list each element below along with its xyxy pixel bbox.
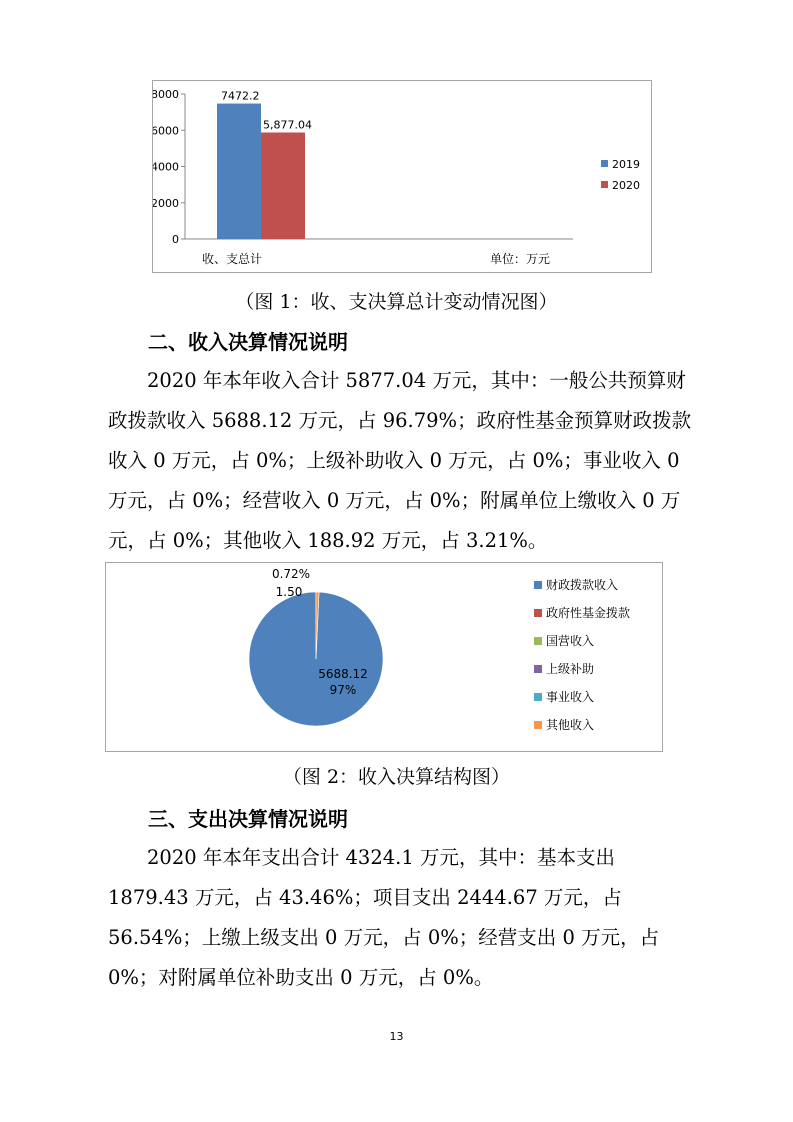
pie-data-label: 1.50 [275, 585, 303, 599]
legend-label: 上级补助 [546, 662, 595, 676]
figure2-caption: （图 2：收入决算结构图） [282, 766, 511, 788]
legend-swatch [534, 637, 542, 645]
legend-label: 政府性基金拨款 [546, 606, 631, 620]
legend-swatch [534, 721, 542, 729]
pie-data-label: 0.72% [271, 567, 311, 581]
legend-label: 国营收入 [546, 634, 595, 648]
pie-chart [106, 563, 662, 751]
bar-chart-frame [152, 80, 652, 273]
legend-label: 事业收入 [546, 690, 595, 704]
section3-heading: 三、支出决算情况说明 [148, 807, 348, 831]
pie-chart-frame [105, 562, 663, 752]
y-tick-label: 6000 [153, 124, 179, 138]
y-tick-label: 2000 [153, 196, 179, 210]
legend-swatch [534, 693, 542, 701]
pie-data-label: 97% [329, 683, 357, 697]
bar-data-label: 5,877.04 [263, 118, 312, 132]
bar-2020 [261, 132, 305, 239]
pie-data-label: 5688.12 [318, 667, 368, 681]
section2-heading: 二、收入决算情况说明 [148, 330, 348, 354]
bar-data-label: 7472.2 [221, 89, 260, 103]
y-tick-label: 0 [172, 233, 179, 246]
legend-label: 其他收入 [546, 718, 595, 732]
section3-paragraph: 2020 年本年支出合计 4324.1 万元，其中：基本支出 1879.43 万元，占 43.46%；项目支出 2444.67 万元，占 56.54%；上缴上级支出 0 万元，占 0%；经营支出 0 万元，占 0%；对附属单位补助支出 0 万元，占 0%。 [108, 846, 660, 989]
bar-2019 [217, 104, 261, 239]
page-number: 13 [389, 1030, 404, 1043]
legend-swatch [601, 160, 608, 167]
legend-label: 财政拨款收入 [546, 578, 619, 592]
y-tick-label: 4000 [153, 160, 179, 174]
figure1-caption: （图 1：收、支决算总计变动情况图） [235, 291, 558, 313]
legend-swatch [534, 609, 542, 617]
category-label: 收、支总计 [201, 252, 263, 266]
legend-label: 2019 [612, 158, 640, 171]
section2-paragraph: 2020 年本年收入合计 5877.04 万元，其中：一般公共预算财政拨款收入 5688.12 万元，占 96.79%；政府性基金预算财政拨款收入 0 万元，占 0%；上级补助收入 0 万元，占 0%；事业收入 0 万元，占 0%；经营收入 0 万元，占 0%；附属单位上缴收入 0 万元，占 0%；其他收入 188.92 万元，占 3.21%。 [108, 369, 692, 552]
legend-swatch [534, 665, 542, 673]
unit-note: 单位：万元 [489, 252, 551, 266]
bar-chart [153, 81, 651, 272]
legend-swatch [534, 581, 542, 589]
legend-label: 2020 [612, 179, 640, 192]
y-tick-label: 8000 [153, 88, 179, 101]
legend-swatch [601, 181, 608, 188]
